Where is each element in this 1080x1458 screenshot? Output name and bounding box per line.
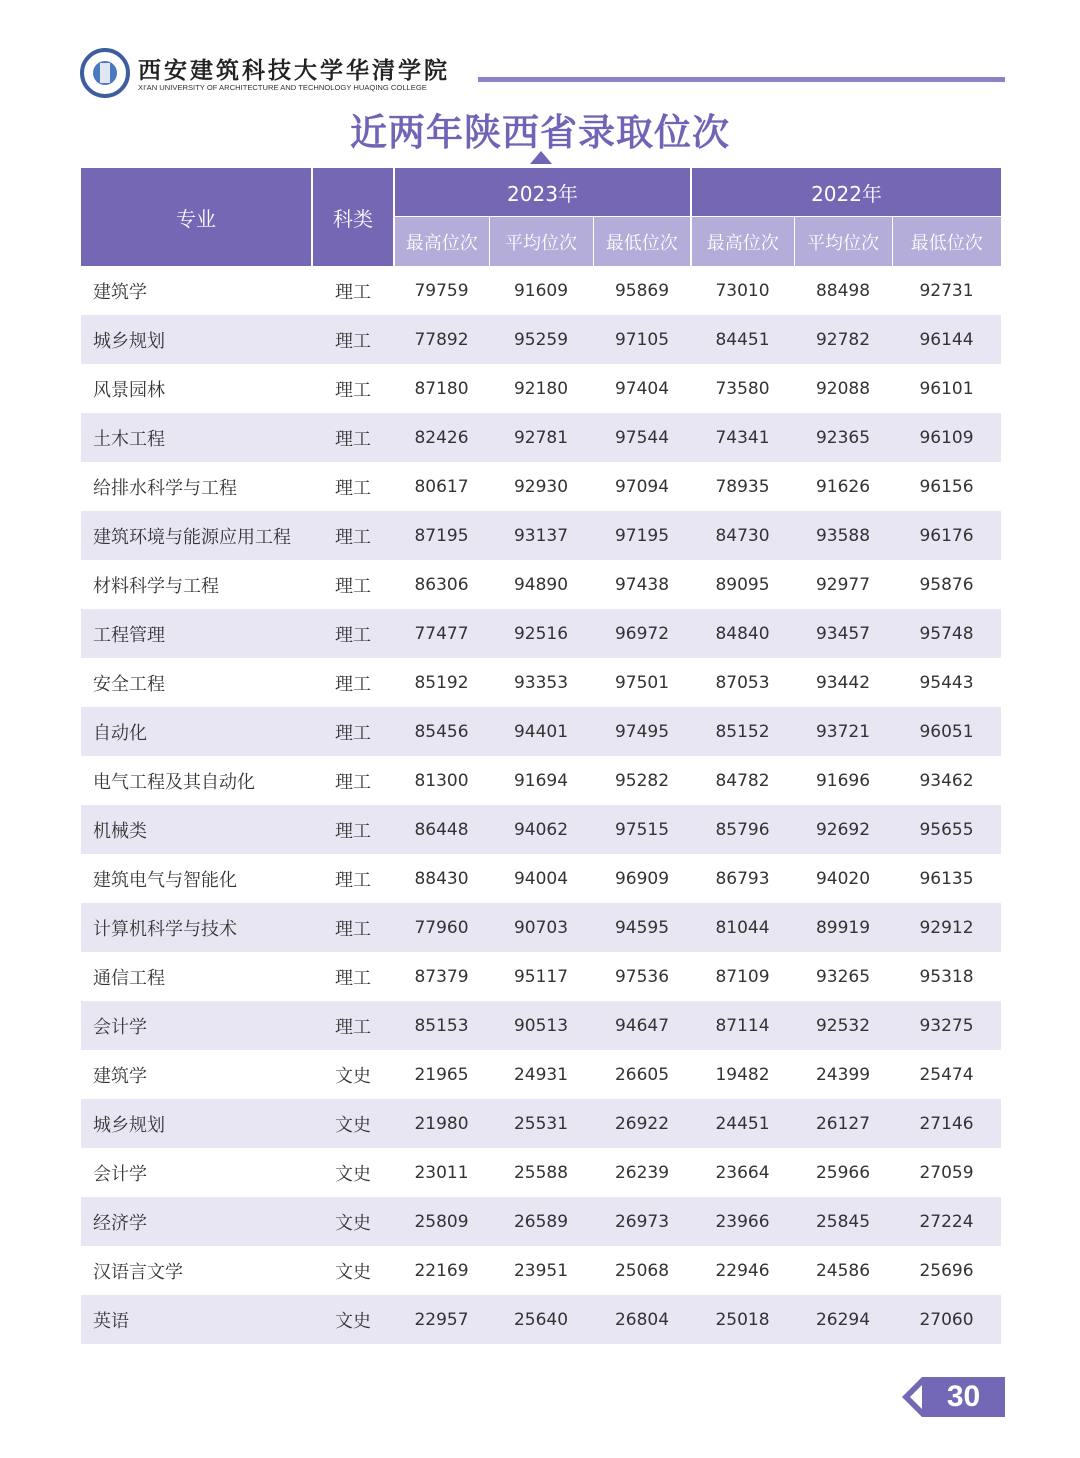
rank-cell: 25588 — [513, 1162, 569, 1183]
rank-cell: 93721 — [794, 707, 892, 756]
rank-cell: 93275 — [892, 1001, 1001, 1050]
rank-cell: 22946 — [715, 1260, 770, 1281]
rank-cell: 97105 — [593, 315, 691, 364]
rank-cell: 97195 — [593, 511, 691, 560]
category-cell: 理工 — [335, 771, 371, 793]
rank-cell: 87114 — [691, 1001, 794, 1050]
university-name-en: XI'AN UNIVERSITY OF ARCHITECTURE AND TECHNOLOGY HUAQING COLLEGE — [138, 83, 427, 92]
rank-cell: 26605 — [614, 1064, 670, 1085]
rank-cell: 26589 — [489, 1197, 593, 1246]
rank-cell: 85192 — [414, 672, 469, 693]
rank-cell: 26973 — [593, 1197, 691, 1246]
rank-cell: 84782 — [715, 770, 770, 791]
category-cell: 理工 — [312, 511, 394, 560]
rank-cell: 85152 — [691, 707, 794, 756]
rank-cell: 25018 — [691, 1295, 794, 1344]
major-cell: 计算机科学与技术 — [81, 903, 312, 952]
title-pointer-icon — [530, 151, 552, 164]
rank-cell: 91626 — [815, 476, 871, 497]
rank-cell: 77477 — [394, 609, 489, 658]
table-row — [81, 364, 1001, 413]
header-rule — [478, 77, 1005, 82]
major-cell: 建筑学 — [93, 1065, 147, 1087]
category-cell: 理工 — [335, 869, 371, 891]
table-row — [81, 805, 1001, 854]
rank-cell: 79759 — [414, 280, 469, 301]
table-row — [81, 1099, 1001, 1148]
rank-cell: 94890 — [513, 574, 569, 595]
header-category: 科类 — [312, 168, 394, 266]
rank-cell: 23664 — [715, 1162, 770, 1183]
page-title: 近两年陕西省录取位次 — [350, 111, 730, 154]
rank-cell: 92180 — [513, 378, 569, 399]
rank-cell: 94062 — [489, 805, 593, 854]
rank-cell: 95117 — [513, 966, 569, 987]
header-year-2022: 2022年 — [691, 168, 1001, 217]
rank-cell: 92782 — [794, 315, 892, 364]
rank-cell: 81300 — [414, 770, 469, 791]
table-row — [81, 658, 1001, 707]
rank-cell: 96972 — [593, 609, 691, 658]
rank-cell: 26294 — [794, 1295, 892, 1344]
rank-cell: 95876 — [919, 574, 974, 595]
page-number: 30 — [946, 1380, 981, 1413]
major-cell: 会计学 — [93, 1163, 147, 1185]
rank-cell: 94595 — [593, 903, 691, 952]
rank-cell: 25696 — [919, 1260, 974, 1281]
rank-cell: 92692 — [794, 805, 892, 854]
category-cell: 理工 — [312, 609, 394, 658]
rank-cell: 94020 — [815, 868, 871, 889]
rank-cell: 93588 — [794, 511, 892, 560]
university-name-cn: 西安建筑科技大学华清学院 — [138, 57, 450, 84]
major-cell: 城乡规划 — [81, 1099, 312, 1148]
subheader-2023-lowest: 最低位次 — [593, 217, 691, 267]
rank-cell: 96144 — [892, 315, 1001, 364]
rank-cell: 97094 — [614, 476, 670, 497]
rank-cell: 85796 — [691, 805, 794, 854]
category-cell: 理工 — [312, 315, 394, 364]
rank-cell: 93442 — [815, 672, 871, 693]
rank-cell: 26922 — [593, 1099, 691, 1148]
rank-cell: 96101 — [919, 378, 974, 399]
rank-cell: 92781 — [489, 413, 593, 462]
rank-cell: 93353 — [513, 672, 569, 693]
category-cell: 文史 — [312, 1099, 394, 1148]
header-year-2023: 2023年 — [394, 168, 691, 217]
rank-cell: 87180 — [414, 378, 469, 399]
category-cell: 理工 — [312, 903, 394, 952]
rank-cell: 22169 — [414, 1260, 469, 1281]
rank-cell: 97404 — [614, 378, 670, 399]
table-row — [81, 1148, 1001, 1197]
rank-cell: 92532 — [794, 1001, 892, 1050]
rank-cell: 26239 — [614, 1162, 670, 1183]
category-cell: 理工 — [335, 379, 371, 401]
rank-cell: 23966 — [691, 1197, 794, 1246]
table-row — [81, 413, 1001, 462]
table-row — [81, 609, 1001, 658]
rank-cell: 88498 — [815, 280, 871, 301]
rank-cell: 21965 — [414, 1064, 469, 1085]
category-cell: 文史 — [335, 1163, 371, 1185]
category-cell: 理工 — [312, 413, 394, 462]
rank-cell: 86448 — [394, 805, 489, 854]
rank-cell: 97501 — [614, 672, 670, 693]
rank-cell: 88430 — [414, 868, 469, 889]
rank-cell: 77892 — [394, 315, 489, 364]
rank-cell: 23011 — [414, 1162, 469, 1183]
major-cell: 给排水科学与工程 — [93, 477, 237, 499]
rank-cell: 22957 — [394, 1295, 489, 1344]
rank-cell: 96156 — [919, 476, 974, 497]
rank-cell: 81044 — [691, 903, 794, 952]
rank-cell: 97536 — [614, 966, 670, 987]
category-cell: 理工 — [335, 477, 371, 499]
rank-cell: 24399 — [815, 1064, 871, 1085]
rank-cell: 96135 — [919, 868, 974, 889]
rank-cell: 92930 — [513, 476, 569, 497]
rank-cell: 97438 — [614, 574, 670, 595]
table-row — [81, 952, 1001, 1001]
major-cell: 建筑环境与能源应用工程 — [81, 511, 312, 560]
rank-cell: 95318 — [919, 966, 974, 987]
rank-cell: 94004 — [513, 868, 569, 889]
subheader-2022-lowest: 最低位次 — [892, 217, 1001, 267]
rank-cell: 26127 — [794, 1099, 892, 1148]
rank-cell: 84840 — [691, 609, 794, 658]
category-cell: 理工 — [335, 575, 371, 597]
rank-cell: 95869 — [614, 280, 670, 301]
rank-cell: 19482 — [715, 1064, 770, 1085]
rank-cell: 92977 — [815, 574, 871, 595]
rank-cell: 97495 — [593, 707, 691, 756]
rank-cell: 97515 — [593, 805, 691, 854]
table-row — [81, 1197, 1001, 1246]
rank-cell: 90513 — [489, 1001, 593, 1050]
rank-cell: 86793 — [715, 868, 770, 889]
major-cell: 机械类 — [81, 805, 312, 854]
subheader-2023-highest: 最高位次 — [394, 217, 489, 267]
rank-cell: 96176 — [892, 511, 1001, 560]
rank-cell: 96051 — [892, 707, 1001, 756]
rank-cell: 78935 — [715, 476, 770, 497]
rank-cell: 25809 — [394, 1197, 489, 1246]
major-cell: 英语 — [81, 1295, 312, 1344]
major-cell: 会计学 — [81, 1001, 312, 1050]
rank-cell: 93457 — [794, 609, 892, 658]
rank-cell: 92088 — [815, 378, 871, 399]
rank-cell: 93265 — [815, 966, 871, 987]
rank-cell: 23951 — [513, 1260, 569, 1281]
major-cell: 汉语言文学 — [93, 1261, 183, 1283]
category-cell: 理工 — [335, 281, 371, 303]
rank-cell: 25640 — [489, 1295, 593, 1344]
major-cell: 城乡规划 — [81, 315, 312, 364]
rank-cell: 93462 — [919, 770, 974, 791]
table-row — [81, 1246, 1001, 1295]
table-row — [81, 903, 1001, 952]
rank-cell: 80617 — [414, 476, 469, 497]
rank-cell: 84730 — [691, 511, 794, 560]
rank-cell: 97544 — [593, 413, 691, 462]
rank-cell: 87053 — [715, 672, 770, 693]
university-logo — [80, 48, 130, 98]
major-cell: 土木工程 — [81, 413, 312, 462]
category-cell: 理工 — [312, 1001, 394, 1050]
table-row — [81, 266, 1001, 315]
rank-cell: 94401 — [489, 707, 593, 756]
table-row — [81, 854, 1001, 903]
rank-cell: 87109 — [715, 966, 770, 987]
rank-cell: 25966 — [815, 1162, 871, 1183]
rank-cell: 73580 — [715, 378, 770, 399]
rank-cell: 27224 — [892, 1197, 1001, 1246]
rank-cell: 27060 — [892, 1295, 1001, 1344]
rank-cell: 25531 — [489, 1099, 593, 1148]
table-row — [81, 511, 1001, 560]
rank-cell: 95443 — [919, 672, 974, 693]
rank-cell: 92912 — [892, 903, 1001, 952]
table-row — [81, 707, 1001, 756]
major-cell: 建筑电气与智能化 — [93, 869, 237, 891]
rank-cell: 96909 — [614, 868, 670, 889]
category-cell: 文史 — [312, 1197, 394, 1246]
table-row — [81, 1001, 1001, 1050]
subheader-2022-average: 平均位次 — [794, 217, 892, 267]
table-row — [81, 560, 1001, 609]
rank-cell: 95655 — [892, 805, 1001, 854]
subheader-2022-highest: 最高位次 — [691, 217, 794, 267]
rank-cell: 25068 — [614, 1260, 670, 1281]
major-cell: 风景园林 — [93, 379, 165, 401]
rank-cell: 27146 — [892, 1099, 1001, 1148]
rank-cell: 95282 — [614, 770, 670, 791]
category-cell: 文史 — [335, 1065, 371, 1087]
major-cell: 工程管理 — [81, 609, 312, 658]
rank-cell: 86306 — [414, 574, 469, 595]
table-row — [81, 756, 1001, 805]
table-row — [81, 1050, 1001, 1099]
rank-cell: 89919 — [794, 903, 892, 952]
category-cell: 理工 — [312, 805, 394, 854]
rank-cell: 82426 — [394, 413, 489, 462]
rank-cell: 93137 — [489, 511, 593, 560]
rank-cell: 96109 — [892, 413, 1001, 462]
category-cell: 理工 — [335, 673, 371, 695]
rank-cell: 27059 — [919, 1162, 974, 1183]
table-row — [81, 462, 1001, 511]
rank-cell: 91609 — [513, 280, 569, 301]
rank-cell: 77960 — [394, 903, 489, 952]
rank-cell: 24931 — [513, 1064, 569, 1085]
rank-cell: 92365 — [794, 413, 892, 462]
rank-cell: 73010 — [715, 280, 770, 301]
rank-cell: 95748 — [892, 609, 1001, 658]
rank-cell: 91696 — [815, 770, 871, 791]
rank-cell: 91694 — [513, 770, 569, 791]
major-cell: 电气工程及其自动化 — [93, 771, 255, 793]
rank-cell: 89095 — [715, 574, 770, 595]
rank-cell: 21980 — [394, 1099, 489, 1148]
rank-cell: 84451 — [691, 315, 794, 364]
major-cell: 安全工程 — [93, 673, 165, 695]
rank-cell: 85153 — [394, 1001, 489, 1050]
major-cell: 建筑学 — [93, 281, 147, 303]
rank-cell: 26804 — [593, 1295, 691, 1344]
rank-cell: 95259 — [489, 315, 593, 364]
rank-cell: 94647 — [593, 1001, 691, 1050]
major-cell: 自动化 — [81, 707, 312, 756]
major-cell: 通信工程 — [93, 967, 165, 989]
rank-cell: 92516 — [489, 609, 593, 658]
rank-cell: 90703 — [489, 903, 593, 952]
category-cell: 理工 — [335, 967, 371, 989]
category-cell: 文史 — [335, 1261, 371, 1283]
rank-cell: 25845 — [794, 1197, 892, 1246]
rank-cell: 85456 — [394, 707, 489, 756]
rank-cell: 87379 — [414, 966, 469, 987]
subheader-2023-average: 平均位次 — [489, 217, 593, 267]
page-number-badge — [900, 1377, 1005, 1417]
rank-cell: 92731 — [919, 280, 974, 301]
table-row — [81, 315, 1001, 364]
rank-cell: 74341 — [691, 413, 794, 462]
rank-cell: 24451 — [691, 1099, 794, 1148]
major-cell: 经济学 — [81, 1197, 312, 1246]
rank-cell: 25474 — [919, 1064, 974, 1085]
major-cell: 材料科学与工程 — [93, 575, 219, 597]
category-cell: 文史 — [312, 1295, 394, 1344]
admission-rank-table — [81, 168, 1001, 1344]
table-row — [81, 1295, 1001, 1344]
header-major: 专业 — [81, 168, 312, 266]
category-cell: 理工 — [312, 707, 394, 756]
rank-cell: 87195 — [394, 511, 489, 560]
rank-cell: 24586 — [815, 1260, 871, 1281]
